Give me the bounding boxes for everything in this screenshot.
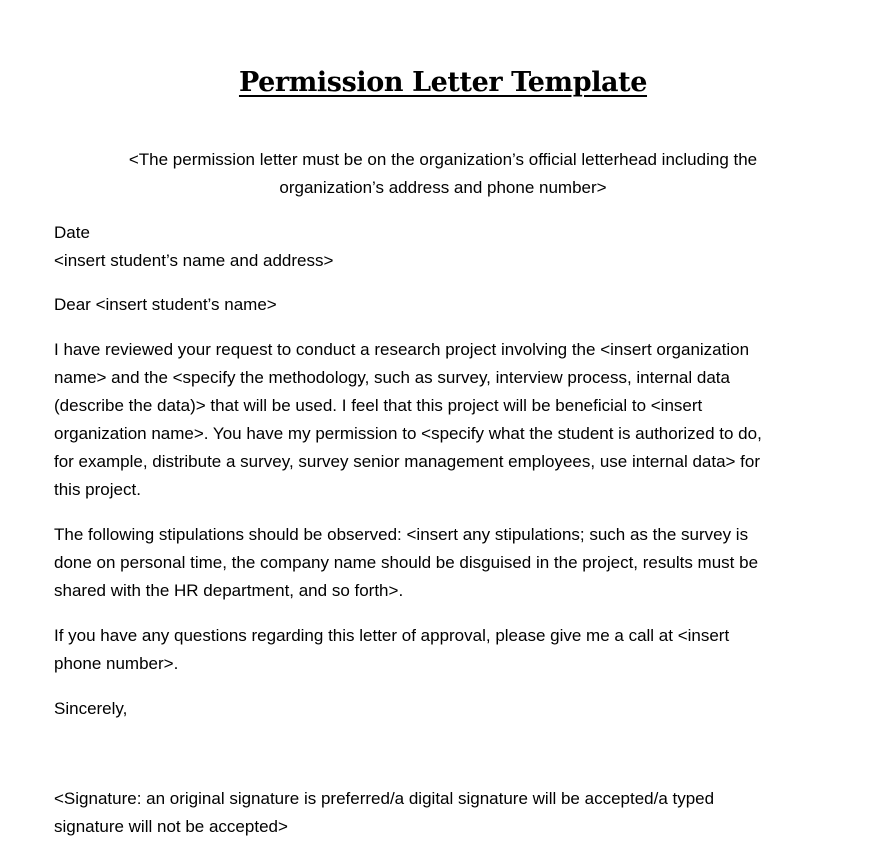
paragraph-line: The following stipulations should be observed: <insert any stipulations; such as the survey is [54, 525, 749, 544]
paragraph-permission [54, 336, 844, 504]
paragraph-line: (describe the data)> that will be used. I feel that this project will be beneficial to <insert [54, 396, 703, 415]
salutation-text: Dear <insert student’s name> [54, 295, 277, 314]
student-address: <insert student’s name and address> [54, 251, 334, 270]
closing-text: Sincerely, [54, 699, 128, 718]
salutation [54, 291, 844, 319]
page-title: Permission Letter Template [238, 67, 648, 98]
paragraph-line: this project. [54, 480, 141, 499]
signature-note-line: signature will not be accepted> [54, 817, 288, 836]
paragraph-line: for example, distribute a survey, survey senior management employees, use internal data> for [54, 452, 761, 471]
paragraph-line: done on personal time, the company name should be disguised in the project, results must be [54, 553, 759, 572]
paragraph-line: name> and the <specify the methodology, such as survey, interview process, internal data [54, 368, 730, 387]
paragraph-line: shared with the HR department, and so forth>. [54, 581, 404, 600]
signature-note [54, 785, 844, 841]
paragraph-line: organization name>. You have my permission to <specify what the student is authorized to do, [54, 424, 762, 443]
letterhead-note-line: <The permission letter must be on the organization’s official letterhead including the [128, 150, 758, 169]
date-label: Date [54, 223, 90, 242]
letterhead-note-line: organization’s address and phone number> [279, 178, 607, 197]
paragraph-stipulations [54, 521, 844, 605]
paragraph-line: If you have any questions regarding this letter of approval, please give me a call at <insert [54, 626, 730, 645]
paragraph-line: I have reviewed your request to conduct a research project involving the <insert organization [54, 340, 750, 359]
paragraph-line: phone number>. [54, 654, 179, 673]
date-address-block [54, 219, 844, 275]
signature-note-line: <Signature: an original signature is preferred/a digital signature will be accepted/a typed [54, 789, 715, 808]
paragraph-questions [54, 622, 844, 678]
closing [54, 695, 844, 723]
letterhead-note [60, 146, 826, 202]
